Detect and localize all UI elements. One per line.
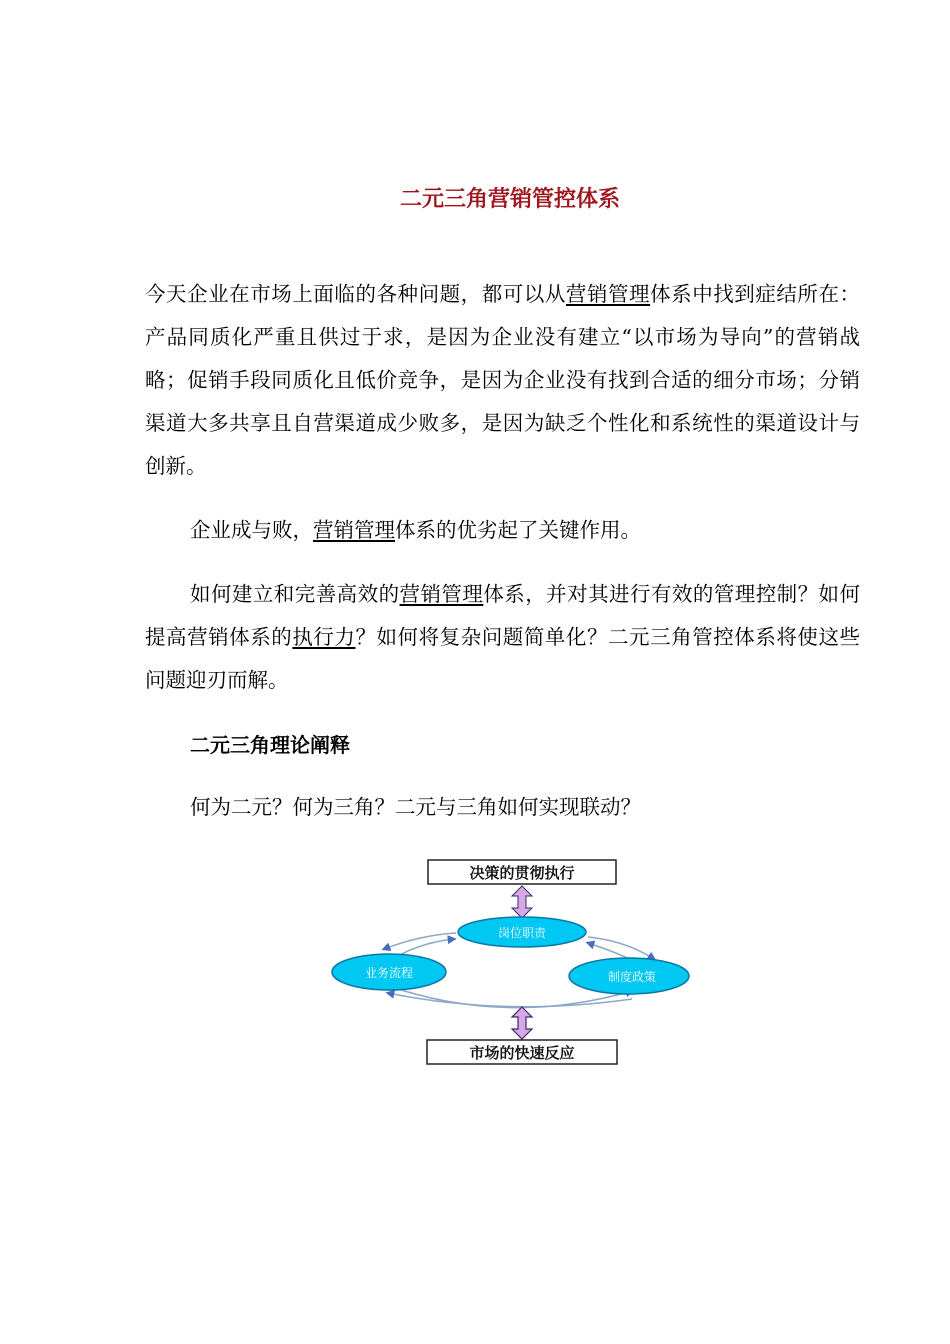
double-arrow-bottom-icon xyxy=(512,1007,532,1039)
ellipse-top-label: 岗位职责 xyxy=(497,926,547,940)
paragraph-how-text-b: 体系，并对其进行有效的管理控制？如何提高营销体系的 xyxy=(145,582,861,649)
paragraph-intro-text-b: 体系中找到症结所在：产品同质化严重且供过于求，是因为企业没有建立“以市场为导向”的营销战略；促销手段同质化且低价竞争，是因为企业没有找到合适的细分市场；分销渠道大多共享且自营渠道成少败多，是因为缺乏个性化和系统性的渠道设计与创新。 xyxy=(145,282,861,478)
double-arrow-top-icon xyxy=(512,886,532,918)
link-execution[interactable]: 执行力 xyxy=(292,625,356,649)
paragraph-success-text-b: 体系的优劣起了关键作用。 xyxy=(395,518,641,542)
link-marketing-management[interactable]: 营销管理 xyxy=(565,282,651,306)
paragraph-success xyxy=(145,509,860,552)
paragraph-question: 何为二元？何为三角？二元与三角如何实现联动？ xyxy=(190,795,641,819)
link-marketing-management-3[interactable]: 营销管理 xyxy=(399,582,484,606)
ellipse-right-label: 制度政策 xyxy=(607,970,657,984)
ellipse-left-label: 业务流程 xyxy=(364,966,414,980)
link-marketing-management-2[interactable]: 营销管理 xyxy=(313,518,395,542)
page-title: 二元三角营销管控体系 xyxy=(399,187,620,212)
paragraph-how-text-c: ？如何将复杂问题简单化？二元三角管控体系将使这些问题迎刃而解。 xyxy=(145,625,861,692)
bottom-box-label: 市场的快速反应 xyxy=(469,1044,575,1062)
triangle-cycle-diagram xyxy=(326,855,694,1067)
section-heading: 二元三角理论阐释 xyxy=(190,733,350,757)
paragraph-how xyxy=(145,573,860,702)
paragraph-success-text-a: 企业成与败， xyxy=(190,518,313,542)
paragraph-how-text-a: 如何建立和完善高效的 xyxy=(190,582,400,606)
top-box-label: 决策的贯彻执行 xyxy=(469,864,575,882)
paragraph-intro xyxy=(145,273,860,488)
paragraph-intro-text-a: 今天企业在市场上面临的各种问题，都可以从 xyxy=(145,282,566,306)
